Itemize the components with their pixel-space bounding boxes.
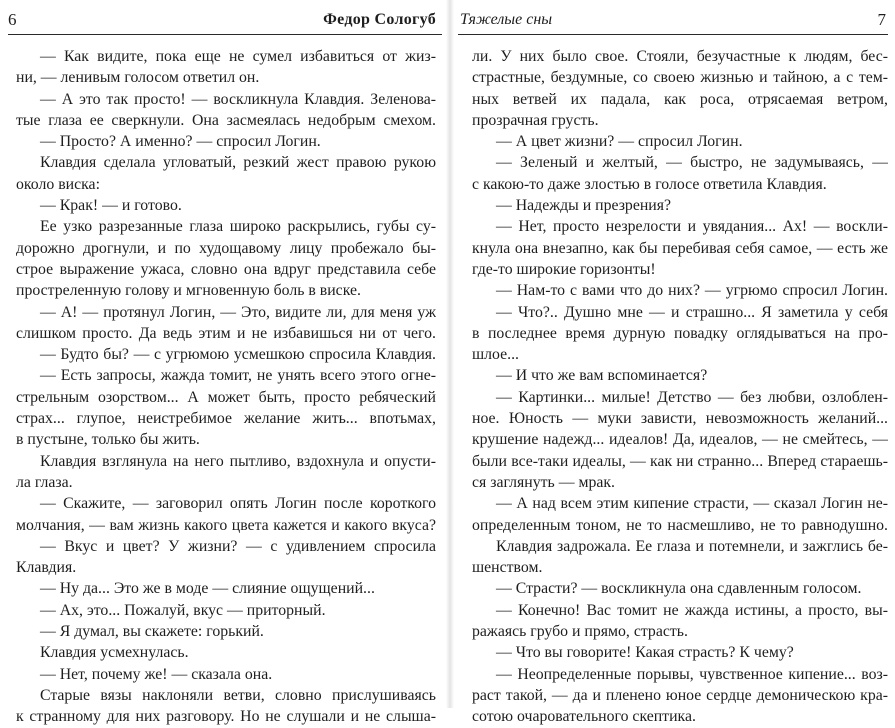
text-line: — А над всем этим кипение страсти, — сказал Логин не- xyxy=(496,495,888,513)
text-line: к странному для них разговору. Но не слушали и не слыша- xyxy=(16,708,436,726)
text-line: — Крак! — и готово. xyxy=(40,197,182,215)
text-line: крушение надежд... идеалов! Да, идеалов, — не смейтесь, — xyxy=(472,431,888,449)
text-line: около виска: xyxy=(16,175,100,193)
text-line: в последнее время дурную повадку оглядываться на про- xyxy=(472,324,888,342)
page-number: 7 xyxy=(877,10,886,29)
text-line: раст такой, — да и пленено юное сердце демоническою кра- xyxy=(472,686,888,704)
text-line: прозрачная грусть. xyxy=(472,111,599,129)
text-line: — Нет, почему же! — сказала она. xyxy=(40,665,273,683)
text-line: ражаясь грубо и прямо, страсть. xyxy=(472,623,688,641)
text-line: строе выражение ужаса, словно она вдруг представила себе xyxy=(16,260,436,278)
text-line: — А цвет жизни? — спросил Логин. xyxy=(496,133,743,151)
text-line: шенством. xyxy=(472,559,543,577)
text-line: Клавдия. xyxy=(16,559,77,577)
text-line: — И что же вам вспоминается? xyxy=(496,367,708,385)
text-line: — А это так просто! — воскликнула Клавдия. Зеленова- xyxy=(40,90,436,108)
text-line: Клавдия усмехнулась. xyxy=(40,644,189,662)
text-line: дорожно дрогнули, и по худощавому лицу пробежало бы- xyxy=(16,239,436,257)
left-page-header xyxy=(8,6,442,35)
text-line: — Вкус и цвет? У жизни? — с удивлением спросила xyxy=(40,537,436,555)
text-line: страстные, бездумные, со своею жизнью и тайною, а с тем- xyxy=(472,69,888,87)
page-number: 6 xyxy=(8,10,17,29)
text-line: тые глаза ее сверкнули. Она засмеялась недобрым смехом. xyxy=(16,111,436,129)
text-line: — Нам-то с вами что до них? — угрюмо спросил Логин. xyxy=(496,282,888,300)
text-line: — Конечно! Вас томит не жажда истины, а просто, вы- xyxy=(496,601,888,619)
text-line: — Как видите, пока еще не сумел избавиться от жиз- xyxy=(40,48,436,65)
right-page-text xyxy=(472,46,888,728)
text-line: — Что вы говорите! Какая страсть? К чему? xyxy=(496,644,794,662)
text-line: — Картинки... милые! Детство — без любви, озлоблен- xyxy=(496,388,888,406)
text-line: определенным тоном, не то насмешливо, не то равнодушно. xyxy=(472,516,888,534)
text-line: ли. У них было свое. Стояли, безучастные к людям, бес- xyxy=(472,48,888,65)
text-line: где-то широкие горизонты! xyxy=(472,260,656,278)
running-head-title: Тяжелые сны xyxy=(460,11,553,28)
text-line: с какою-то даже злостью в голосе ответила Клавдия. xyxy=(472,175,827,193)
text-line: Клавдия сделала угловатый, резкий жест правою рукою xyxy=(40,154,436,172)
text-line: — Зеленый и желтый, — быстро, не задумываясь, — xyxy=(496,154,888,172)
text-line: страх... глупое, неистребимое желание жить... впотьмах, xyxy=(16,410,436,428)
text-line: ное. Юность — муки зависти, невозможность желаний... xyxy=(472,410,888,428)
text-line: Старые вязы наклоняли ветви, словно прислушиваясь xyxy=(40,686,436,704)
text-line: — Я думал, вы скажете: горький. xyxy=(40,623,264,641)
text-line: сотою очаровательного скептика. xyxy=(472,708,696,726)
text-line: — Что?.. Душно мне — и страшно... Я заметила у себя xyxy=(496,303,888,321)
text-line: в пустыне, только бы жить. xyxy=(16,431,200,449)
text-line: — Нет, просто незрелости и увядания... Ах! — воскли- xyxy=(496,218,888,236)
text-line: молчания, — вам жизнь какого цвета кажется и какого вкуса? xyxy=(16,516,436,534)
text-line: — Неопределенные порывы, чувственное кипение... воз- xyxy=(496,665,888,683)
text-line: были все-таки идеалы, — как ни странно... Вперед стараешь- xyxy=(472,452,888,470)
text-line: простреленную голову и мгновенную боль в виске. xyxy=(16,282,361,300)
text-line: Ее узко разрезанные глаза широко раскрылись, губы су- xyxy=(40,218,436,236)
right-page-header xyxy=(458,6,888,35)
text-line: — Страсти? — воскликнула она сдавленным голосом. xyxy=(496,580,862,598)
text-line: стрельным озорством... А может быть, просто ребяческий xyxy=(16,388,436,406)
text-line: Клавдия задрожала. Ее глаза и потемнели, и зажглись бе- xyxy=(496,537,888,555)
text-line: ла глаза. xyxy=(16,473,73,491)
left-page-text xyxy=(16,46,436,728)
text-line: — Надежды и презрения? xyxy=(496,197,672,215)
text-line: ных ветвей их падала, как роса, отрясаемая ветром, xyxy=(472,90,888,108)
text-line: ся заглянуть — мрак. xyxy=(472,473,615,491)
text-line: слишком просто. Да ведь этим и не избавишься ни от чего. xyxy=(16,324,436,342)
text-line: — Ах, это... Пожалуй, вкус — приторный. xyxy=(40,601,326,619)
text-line: — Есть запросы, жажда томит, не унять всего этого огне- xyxy=(40,367,436,385)
text-line: кнула она внезапно, как бы перебивая себя самое, — есть же xyxy=(472,239,888,257)
text-line: — Скажите, — заговорил опять Логин после короткого xyxy=(40,495,436,513)
running-head-author: Федор Сологуб xyxy=(323,11,436,28)
text-line: ни, — ленивым голосом ответил он. xyxy=(16,69,260,87)
text-line: — Ну да... Это же в моде — слияние ощущений... xyxy=(40,580,375,598)
text-line: — Просто? А именно? — спросил Логин. xyxy=(40,133,321,151)
text-line: — А! — протянул Логин, — Это, видите ли, для меня уж xyxy=(40,303,436,321)
text-line: — Будто бы? — с угрюмою усмешкою спросила Клавдия. xyxy=(40,346,436,364)
text-line: шлое... xyxy=(472,346,519,364)
right-page xyxy=(450,0,895,726)
text-line: Клавдия взглянула на него пытливо, вздохнула и опусти- xyxy=(40,452,436,470)
